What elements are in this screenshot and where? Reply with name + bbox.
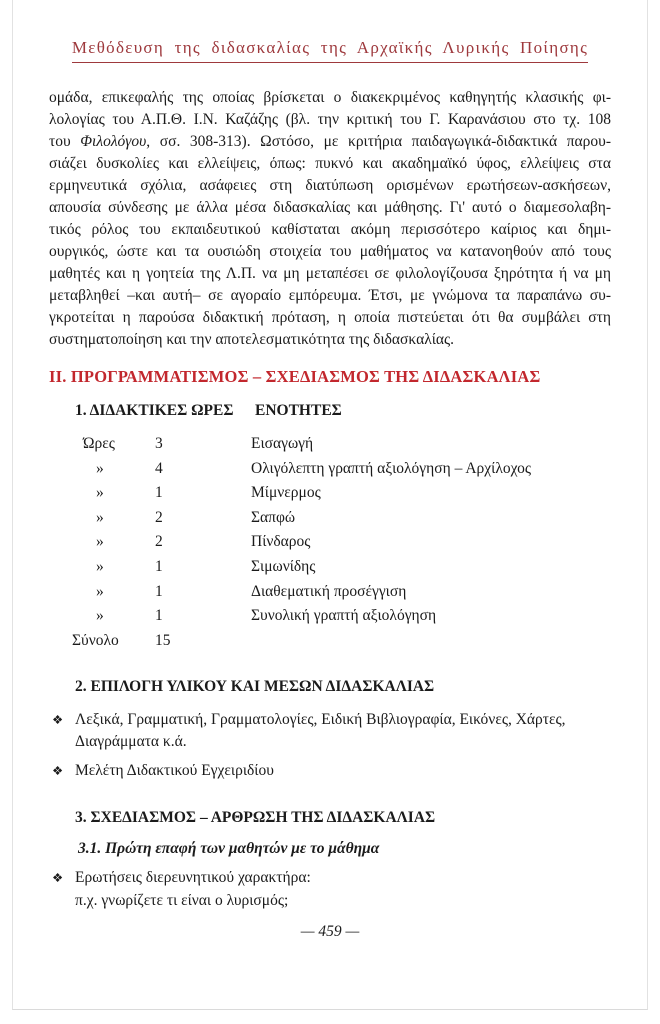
list-item-text: Λεξικά, Γραμματική, Γραμματολογίες, Ειδική Βιβλιογραφία, Εικόνες, Χάρτες, Διαγράμματα κ.ά. [75, 711, 566, 751]
journal-title-italic: Φιλολόγου [80, 133, 147, 150]
hours-row [49, 580, 611, 605]
diamond-bullet-icon: ❖ [52, 713, 64, 728]
paragraph-text: του [49, 133, 81, 150]
hours-total-value: 15 [155, 631, 171, 649]
unit-title: Συνολική γραπτή αξιολόγηση [251, 607, 437, 625]
list-item [49, 760, 611, 782]
scanned-page [12, 0, 648, 1010]
hours-value: 1 [155, 484, 163, 502]
unit-title: Σαπφώ [251, 508, 296, 526]
hours-row [49, 555, 611, 580]
unit-title [251, 629, 611, 654]
unit-title: Πίνδαρος [251, 533, 311, 551]
unit-title: Σιμωνίδης [251, 557, 316, 575]
hours-value: 1 [155, 582, 163, 600]
design-bullet-list [49, 867, 611, 889]
hours-label: » [96, 607, 104, 625]
paragraph-line: μεταβληθεί –και αυτή– σε αγοραίο εμπόρευμα. Έτσι, με γνώμονα τα παραπάνω συ- [49, 287, 611, 304]
list-item [49, 709, 611, 753]
hours-row [49, 457, 611, 482]
hours-total-label: Σύνολο [72, 631, 119, 649]
hours-row [49, 506, 611, 531]
paragraph-line: γκροτείται η παρούσα διδακτική πρόταση, η οποία πιστεύεται ότι θα συμβάλει στη [49, 309, 611, 326]
hours-row [49, 604, 611, 629]
running-header-title: Μεθόδευση της διδασκαλίας της Αρχαϊκής Λυρικής Ποίησης [72, 38, 588, 63]
hours-value: 2 [155, 508, 163, 526]
hours-value: 2 [155, 533, 163, 551]
hours-label: » [96, 484, 104, 502]
paragraph-line: σιάζει δυσκολίες και ελλείψεις, όπως: πυκνό και ακαδημαϊκό ύφος, ελλείψεις στα [49, 155, 611, 172]
paragraph-text: , σσ. 308-313). Ωστόσο, με κριτήρια παιδαγωγικά-διδακτικά παρου- [146, 133, 611, 150]
paragraph-line: λολογίας του Α.Π.Θ. Ι.Ν. Καζάζης (βλ. την κριτική του Γ. Καρανάσιου στο τχ. 108 [49, 111, 611, 128]
hours-row [49, 530, 611, 555]
page-content [13, 0, 647, 941]
paragraph-line: ερμηνευτικά σχόλια, ασάφειες στη διατύπωση ορισμένων ερωτήσεων-ασκήσεων, [49, 177, 611, 194]
hours-value: 3 [155, 435, 163, 452]
hours-value: 1 [155, 607, 163, 625]
unit-title: Διαθεματική προσέγγιση [251, 582, 407, 600]
running-header [49, 38, 611, 63]
hours-label: » [96, 459, 104, 477]
page-number: — 459 — [300, 923, 360, 941]
hours-table [49, 432, 611, 653]
hours-row [49, 432, 611, 457]
unit-title: Ολιγόλεπτη γραπτή αξιολόγηση – Αρχίλοχος [251, 459, 532, 477]
materials-bullet-list [49, 709, 611, 782]
section-heading-design: 3. ΣΧΕΔΙΑΣΜΟΣ – ΑΡΘΡΩΣΗ ΤΗΣ ΔΙΔΑΣΚΑΛΙΑΣ [75, 809, 436, 827]
list-item-text: Μελέτη Διδακτικού Εγχειριδίου [75, 762, 274, 780]
paragraph-line: μαθητές και η γοητεία της Λ.Π. να μη μεταπέσει σε φιλολογίζουσα ξηρότητα ή να μη [49, 265, 611, 282]
hours-value: 4 [155, 459, 163, 477]
diamond-bullet-icon: ❖ [52, 764, 64, 779]
unit-title: Μίμνερμος [251, 484, 321, 502]
hours-col-header: 1. ΔΙΔΑΚΤΙΚΕΣ ΩΡΕΣ [75, 402, 234, 419]
hours-total-row [49, 629, 611, 654]
hours-label: » [96, 533, 104, 551]
hours-label: » [96, 582, 104, 600]
hours-value: 1 [155, 557, 163, 575]
list-item-text: Ερωτήσεις διερευνητικού χαρακτήρα: [75, 869, 311, 887]
hours-label: Ώρες [83, 435, 115, 452]
paragraph-line [49, 131, 611, 153]
section-heading-materials: 2. ΕΠΙΛΟΓΗ ΥΛΙΚΟΥ ΚΑΙ ΜΕΣΩΝ ΔΙΔΑΣΚΑΛΙΑΣ [75, 678, 435, 696]
paragraph-line: τικός ρόλος του εκπαιδευτικού καθίσταται ακόμη περισσότερο καίριος και δημι- [49, 221, 611, 238]
subsection-heading: 3.1. Πρώτη επαφή των μαθητών με το μάθημα [78, 840, 380, 858]
list-item [49, 867, 611, 889]
example-question: π.χ. γνωρίζετε τι είναι ο λυρισμός; [75, 892, 289, 910]
body-paragraph [49, 87, 611, 351]
hours-row [49, 481, 611, 506]
paragraph-line: ουργικός, ώστε και τα ουσιώδη στοιχεία του μαθήματος να κατανοηθούν από τους [49, 243, 611, 260]
diamond-bullet-icon: ❖ [52, 871, 64, 886]
hours-table-header [49, 402, 611, 420]
paragraph-line: απουσία σύνδεσης με άλλα μέσα διδασκαλίας και μάθησης. Γι' αυτό ο διαμεσολαβη- [49, 199, 611, 216]
units-col-header: ΕΝΟΤΗΤΕΣ [255, 402, 342, 419]
paragraph-line: συστηματοποίηση και την αποτελεσματικότητα της διδασκαλίας. [49, 331, 455, 348]
section-heading-main: ΙΙ. ΠΡΟΓΡΑΜΜΑΤΙΣΜΟΣ – ΣΧΕΔΙΑΣΜΟΣ ΤΗΣ ΔΙΔΑΣΚΑΛΙΑΣ [49, 367, 541, 386]
paragraph-line: ομάδα, επικεφαλής της οποίας βρίσκεται ο διακεκριμένος καθηγητής κλασικής φι- [49, 89, 611, 106]
hours-label: » [96, 508, 104, 526]
hours-label: » [96, 557, 104, 575]
unit-title: Εισαγωγή [251, 435, 314, 452]
